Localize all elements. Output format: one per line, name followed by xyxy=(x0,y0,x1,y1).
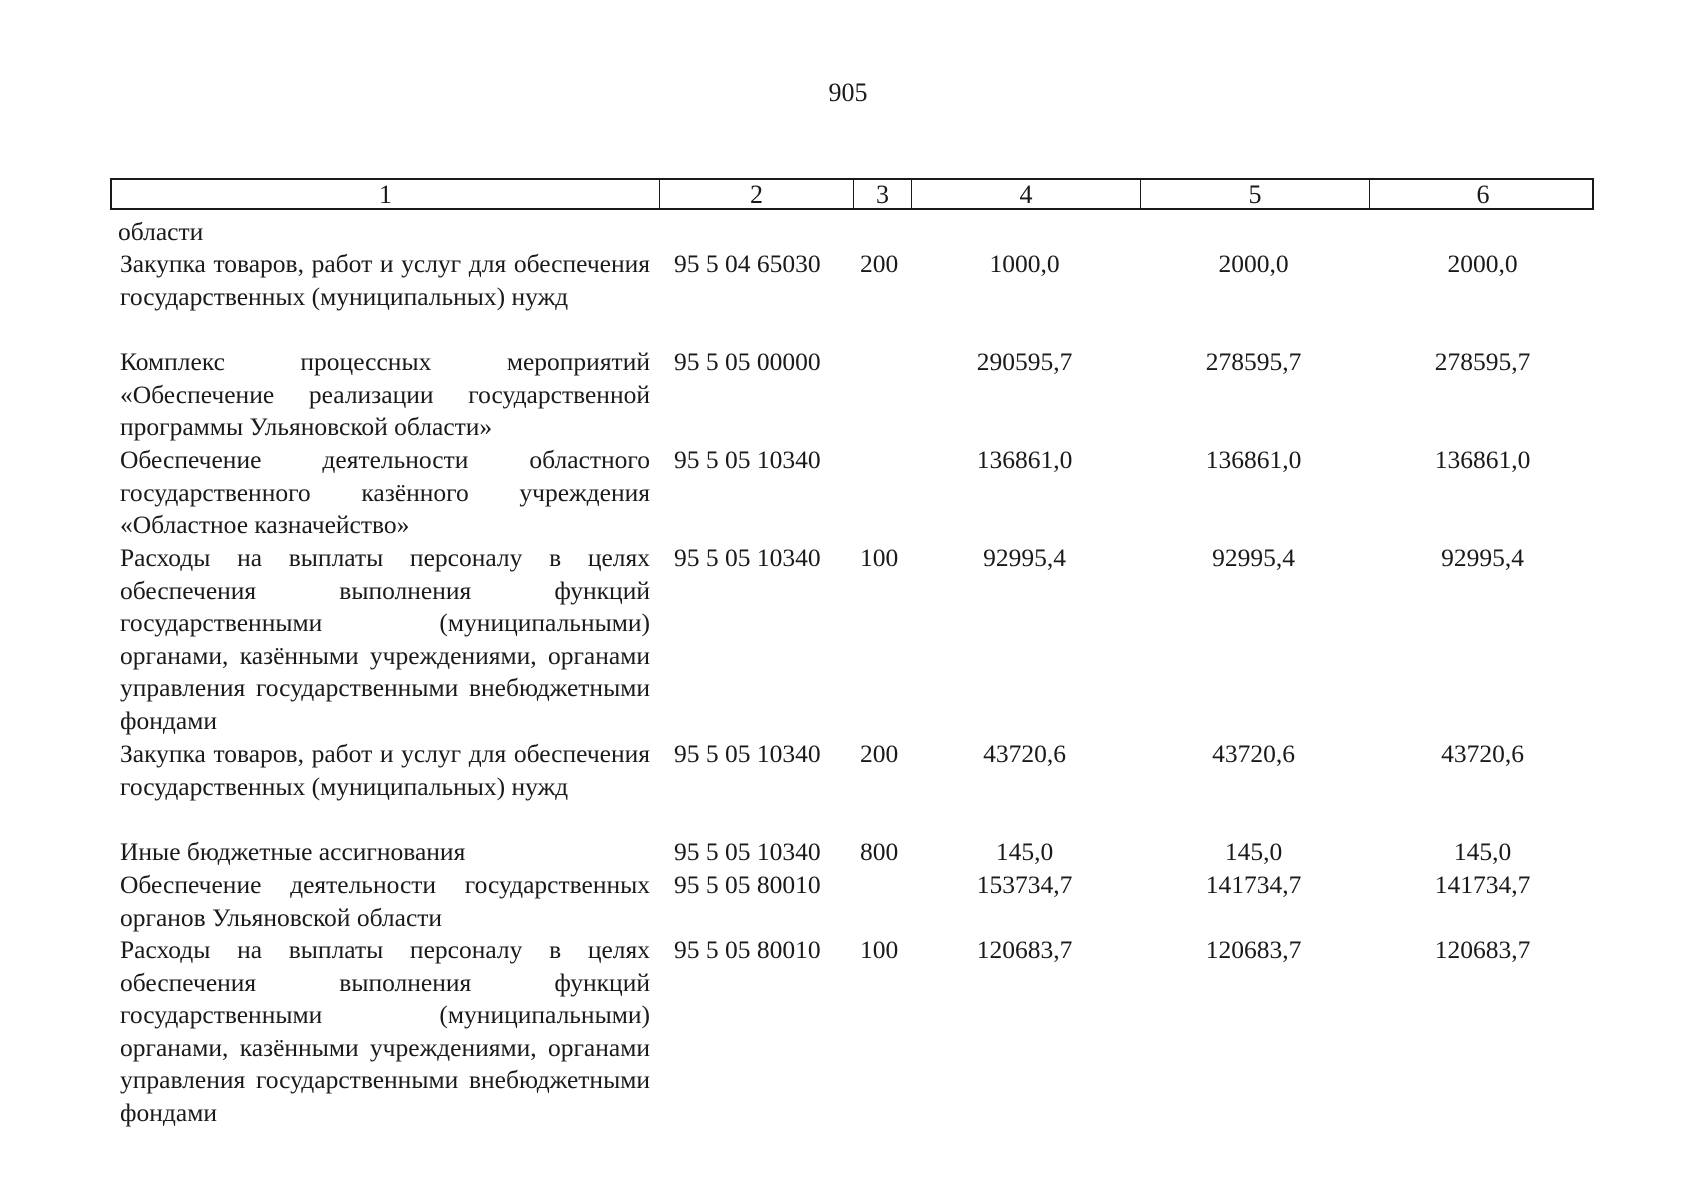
row-description: Закупка товаров, работ и услуг для обеспечения государственных (муниципальных) нужд xyxy=(120,249,650,311)
row-code: 95 5 05 10340 xyxy=(674,543,821,572)
column-header-2: 2 xyxy=(660,180,854,208)
table-header xyxy=(110,178,1594,210)
row-code: 95 5 05 10340 xyxy=(674,837,821,866)
row-value-4: 145,0 xyxy=(995,837,1054,866)
row-description: Обеспечение деятельности государственных органов Ульяновской области xyxy=(120,870,650,932)
row-description: Комплекс процессных мероприятий «Обеспечение реализации государственной программы Ульяновской области» xyxy=(120,347,650,441)
row-value-5: 92995,4 xyxy=(1212,543,1295,572)
row-value-6: 92995,4 xyxy=(1441,543,1524,572)
row-value-5: 141734,7 xyxy=(1205,870,1302,899)
row-value-6: 145,0 xyxy=(1453,837,1512,866)
row-expense-type: 200 xyxy=(860,739,899,768)
row-value-4: 136861,0 xyxy=(976,445,1073,474)
row-code: 95 5 05 80010 xyxy=(674,935,821,964)
column-header-6: 6 xyxy=(1476,180,1490,209)
row-value-4: 92995,4 xyxy=(983,543,1066,572)
row-value-4: 153734,7 xyxy=(976,870,1073,899)
row-description: Иные бюджетные ассигнования xyxy=(120,837,466,866)
row-value-5: 278595,7 xyxy=(1205,347,1302,376)
row-code: 95 5 04 65030 xyxy=(674,249,821,278)
row-code: 95 5 05 80010 xyxy=(674,870,821,899)
row-value-5: 43720,6 xyxy=(1212,739,1295,768)
row-value-6: 136861,0 xyxy=(1434,445,1531,474)
row-value-6: 120683,7 xyxy=(1434,935,1531,964)
column-header-4: 4 xyxy=(912,180,1141,208)
row-description: Расходы на выплаты персоналу в целях обеспечения выполнения функций государственными (муниципальными) органами, казёнными учреждениями, органами управления государственными внебюджетными фондами xyxy=(120,935,650,1127)
row-value-4: 120683,7 xyxy=(976,935,1073,964)
row-value-4: 290595,7 xyxy=(976,347,1073,376)
row-value-5: 145,0 xyxy=(1224,837,1283,866)
row-code: 95 5 05 00000 xyxy=(674,347,821,376)
row-expense-type: 100 xyxy=(860,935,899,964)
row-code: 95 5 05 10340 xyxy=(674,739,821,768)
page-number: 905 xyxy=(828,78,868,107)
row-code: 95 5 05 10340 xyxy=(674,445,821,474)
row-description: Закупка товаров, работ и услуг для обеспечения государственных (муниципальных) нужд xyxy=(120,739,650,801)
row-value-5: 136861,0 xyxy=(1205,445,1302,474)
row-description: Обеспечение деятельности областного государственного казённого учреждения «Областное казначейство» xyxy=(120,445,650,539)
row-value-6: 141734,7 xyxy=(1434,870,1531,899)
row-value-6: 278595,7 xyxy=(1434,347,1531,376)
column-header-3: 3 xyxy=(854,180,912,208)
row-description: Расходы на выплаты персоналу в целях обеспечения выполнения функций государственными (муниципальными) органами, казёнными учреждениями, органами управления государственными внебюджетными фондами xyxy=(120,543,650,735)
row-expense-type: 200 xyxy=(860,249,899,278)
row-expense-type: 100 xyxy=(860,543,899,572)
row-value-6: 2000,0 xyxy=(1447,249,1518,278)
column-header-5: 5 xyxy=(1141,180,1370,208)
row-value-4: 43720,6 xyxy=(983,739,1066,768)
row-value-5: 2000,0 xyxy=(1218,249,1289,278)
row-value-4: 1000,0 xyxy=(989,249,1060,278)
row-description: области xyxy=(118,217,204,246)
row-expense-type: 800 xyxy=(860,837,899,866)
column-header-1: 1 xyxy=(112,180,660,208)
row-value-5: 120683,7 xyxy=(1205,935,1302,964)
row-value-6: 43720,6 xyxy=(1441,739,1524,768)
